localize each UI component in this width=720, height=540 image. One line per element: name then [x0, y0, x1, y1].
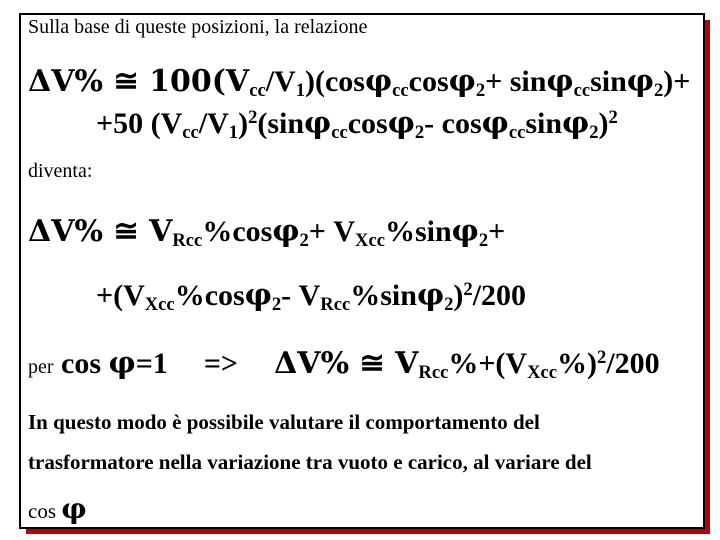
equation-1-line-1: ΔV% ≅ $100(V_{cc}/V_1)(\cos\varphi_{cc}\cos\varphi_2+ \sin\varphi_{cc}\sin\varphi_2)+$ — [28, 64, 691, 102]
paragraph-line-1: In questo modo è possibile valutare il comportamento del — [28, 410, 540, 434]
equation-3: per cos φ=1 => ΔV% ≅ $V_{Rcc}\%+(V_{Xcc}\%)^2/200$ — [28, 346, 660, 384]
implies-arrow: => — [203, 347, 239, 380]
paragraph-line-3: cos φ — [28, 492, 87, 525]
equation-1-line-2: +50 $(V_{cc}/V_1)^2(\sin\varphi_{cc}\cos\varphi_2-$ cosφ$_{cc}$sinφ$_2$)$^2$ — [96, 106, 618, 144]
equation-2-line-1: ΔV% ≅ $V_{Rcc}\%\cos\varphi_2+ V_{Xcc}\%\sin\varphi_2+$ — [28, 214, 506, 252]
equation-2-line-2: $+(V_{Xcc}\%\cos\varphi_2-$ $V_{Rcc}\%\sin\varphi_2)^2/200$ — [96, 278, 527, 316]
per-label: per — [28, 356, 54, 378]
intro-text: Sulla base di queste posizioni, la relazione — [28, 16, 368, 38]
becomes-text: diventa: — [28, 160, 93, 182]
paragraph-line-2: trasformatore nella variazione tra vuoto e carico, al variare del — [28, 450, 592, 474]
